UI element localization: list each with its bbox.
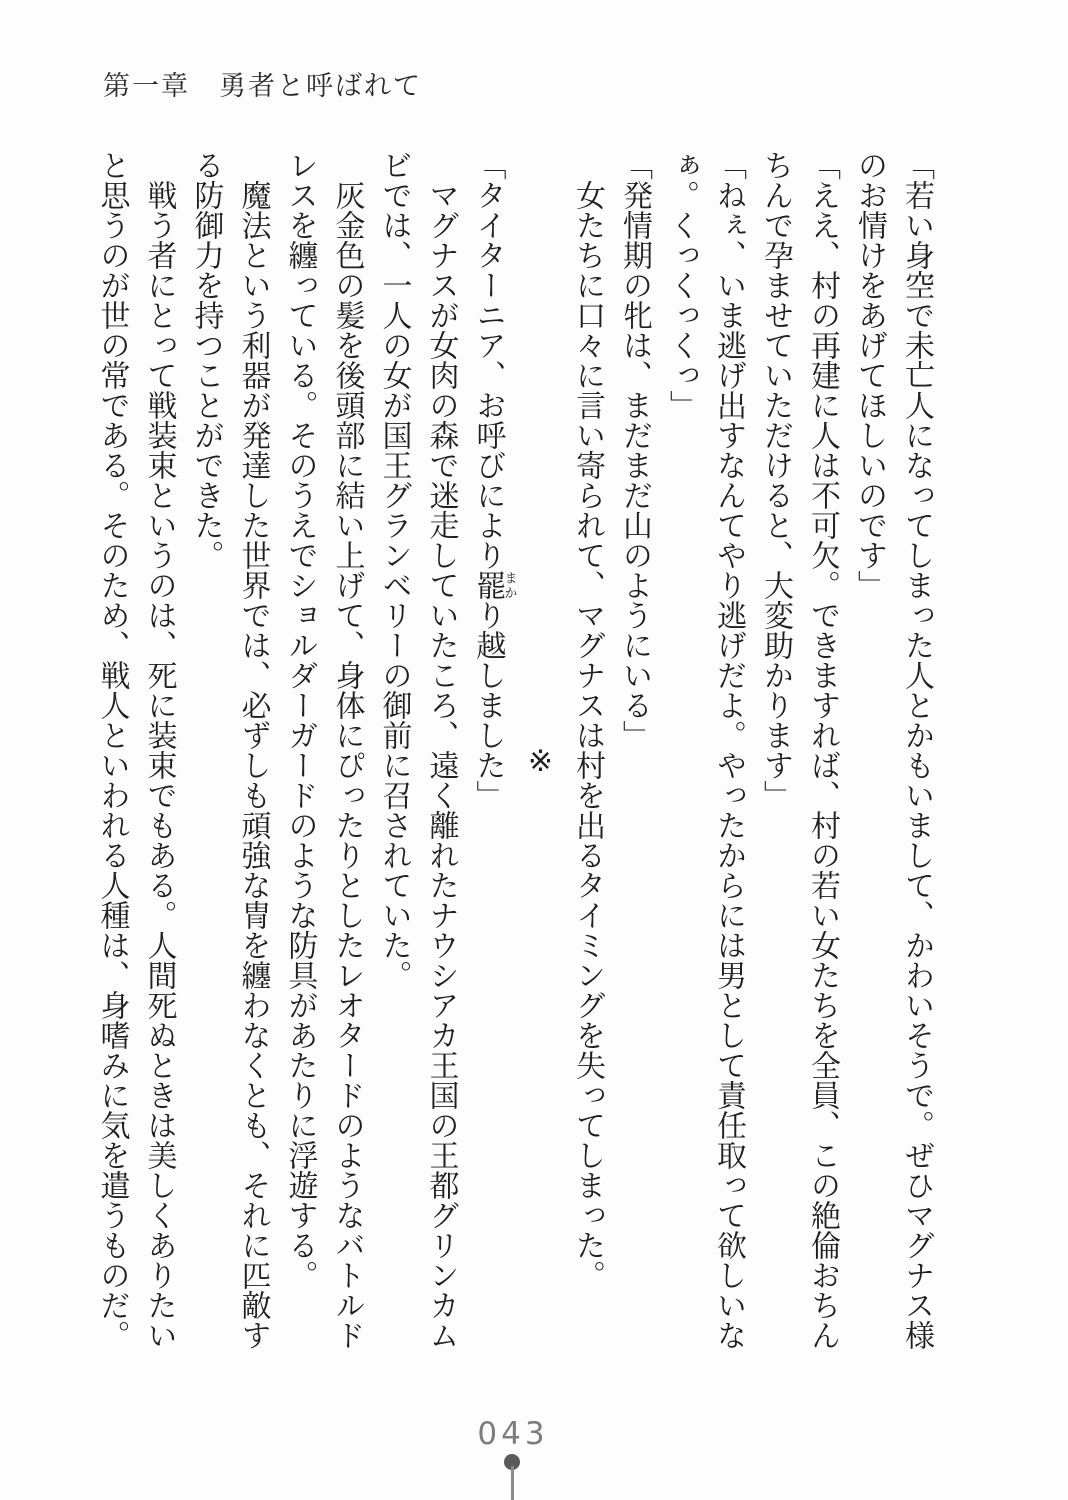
progress-marker-line [511, 1466, 514, 1500]
text-line: と思うのが世の常である。そのため、戦人といわれる人種は、身嗜みに気を遣うものだ。 [95, 150, 129, 1350]
text-line: レスを纏っている。そのうえでショルダーガードのような防具があたりに浮遊する。 [283, 150, 317, 1290]
text-line: のお情けをあげてほしいのです」 [853, 150, 886, 600]
text-line: ぁ。くっくっくっ」 [665, 150, 698, 420]
text-line: 魔法という利器が発達した世界では、必ずしも頑強な冑を纏わなくとも、それに匹敵す [236, 180, 270, 1350]
text-line: 「ねぇ、いま逃げ出すなんてやり逃げだよ。やったからには男として責任取って欲しいな [712, 150, 745, 1350]
text-line: ちんで孕ませていただけると、大変助かります」 [759, 150, 792, 810]
section-divider-line: ※ [524, 743, 557, 779]
chapter-header: 第一章 勇者と呼ばれて [103, 71, 422, 101]
text-line: 灰金色の髪を後頭部に結い上げて、身体にぴったりとしたレオタードのようなバトルド [330, 180, 364, 1350]
vertical-text-block [94, 150, 940, 1372]
text-line: 「若い身空で未亡人になってしまった人とかもいまして、かわいそうで。ぜひマグナス様 [900, 150, 933, 1350]
text-line: 「ええ、村の再建に人は不可欠。できますれば、村の若い女たちを全員、この絶倫おちん [806, 150, 839, 1350]
text-line: マグナスが女肉の森で迷走していたころ、遠く離れたナウシアカ王国の王都グリンカム [424, 180, 458, 1350]
text-line: ビでは、一人の女が国王グランベリーの御前に召されていた。 [377, 150, 411, 990]
page-number: 043 [477, 1416, 549, 1452]
text-line: 「タイターニア、お呼びにより罷まかり越しました」 [471, 150, 518, 810]
text-line: 戦う者にとって戦装束というのは、死に装束でもある。人間死ぬときは美しくありたい [142, 180, 176, 1350]
text-line: る防御力を持つことができた。 [189, 150, 223, 570]
text-line: 「発情期の牝は、まだまだ山のようにいる」 [618, 150, 651, 750]
text-line: 女たちに口々に言い寄られて、マグナスは村を出るタイミングを失ってしまった。 [571, 180, 604, 1290]
